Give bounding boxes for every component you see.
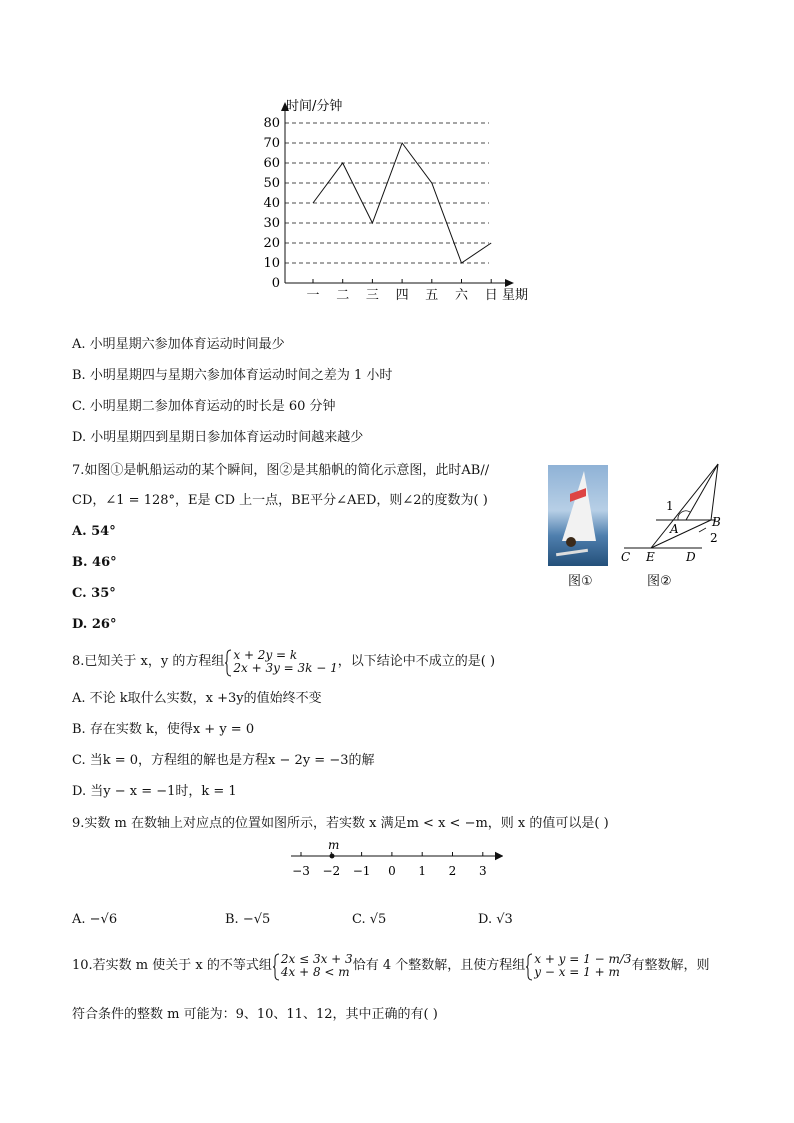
q10-ineq2: 4x + 8 < m (280, 964, 350, 979)
q8-option-b: B. 存在实数 k，使得x + y = 0 (72, 722, 255, 737)
q8-stem (72, 648, 495, 676)
y-tick-label: 80 (263, 116, 280, 131)
chart-axes (281, 102, 514, 287)
q9-option-a: A. −√6 (72, 912, 118, 927)
chart-grid (285, 123, 489, 263)
q8-option-a: A. 不论 k取什么实数，x +3y的值始终不变 (72, 691, 322, 706)
number-line-tick-label: −2 (322, 864, 341, 878)
point-b-label: B (712, 515, 721, 529)
x-tick-label: 五 (425, 288, 439, 303)
x-tick-label: 二 (336, 288, 350, 303)
q9-option-d: D. √3 (478, 912, 513, 927)
point-d-label: D (686, 550, 696, 564)
number-line-tick-label: 3 (478, 864, 487, 878)
number-line (285, 838, 510, 880)
point-e-label: E (646, 550, 655, 564)
number-line-tick-label: −1 (352, 864, 371, 878)
point-a-label: A (670, 522, 679, 536)
series-line (313, 143, 491, 263)
sail-diagram (618, 460, 728, 565)
number-line-tick-label: 2 (448, 864, 457, 878)
y-tick-label: 10 (263, 256, 280, 271)
q10-stem-line2: 符合条件的整数 m 可能为：9、10、11、12，其中正确的有( ) (72, 1007, 438, 1022)
windsurf-photo (548, 465, 608, 566)
angle1-label: 1 (666, 499, 674, 513)
q10-inequality-system (272, 953, 353, 979)
q7-stem-line2: CD，∠1 = 128°，E是 CD 上一点，BE平分∠AED，则∠2的度数为( ) (72, 493, 488, 508)
q10-stem (72, 952, 710, 980)
q7-option-d: D. 26° (72, 617, 117, 632)
q10-suffix: 有整数解，则 (631, 958, 710, 973)
x-tick-label: 六 (454, 288, 469, 303)
q8-option-d: D. 当y − x = −1时，k = 1 (72, 784, 237, 799)
line-chart (255, 92, 535, 304)
q6-option-b: B. 小明星期四与星期六参加体育运动时间之差为 1 小时 (72, 368, 393, 383)
y-tick-labels (263, 116, 280, 291)
point-c-label: C (621, 550, 631, 564)
q10-ineq1: 2x ≤ 3x + 3 (280, 951, 353, 966)
q7-option-a: A. 54° (72, 524, 116, 539)
q8-eq1: x + 2y = k (233, 647, 298, 662)
y-tick-label: 70 (263, 136, 280, 151)
q8-suffix: ，以下结论中不成立的是( ) (337, 654, 496, 669)
q8-prefix: 8.已知关于 x，y 的方程组 (72, 654, 225, 669)
x-tick-label: 三 (365, 288, 379, 303)
q10-equation-system (525, 953, 631, 979)
point-m (330, 854, 335, 859)
fig1-caption: 图① (568, 574, 593, 589)
x-tick-label: 日 (484, 288, 498, 303)
q10-middle: 恰有 4 个整数解，且使方程组 (352, 958, 526, 973)
q10-eq2: y − x = 1 + m (534, 964, 620, 979)
x-tick-label: 四 (395, 288, 409, 303)
y-tick-label: 50 (263, 176, 280, 191)
q8-option-c: C. 当k = 0，方程组的解也是方程x − 2y = −3的解 (72, 753, 375, 768)
fig2-caption: 图② (647, 574, 672, 589)
q8-equation-system (224, 649, 337, 675)
q9-option-c: C. √5 (352, 912, 387, 927)
point-m-label: m (328, 838, 340, 852)
q7-option-c: C. 35° (72, 586, 116, 601)
number-line-tick-label: 1 (418, 864, 427, 878)
x-axis-label: 星期 (502, 288, 529, 303)
q6-option-c: C. 小明星期二参加体育运动的时长是 60 分钟 (72, 399, 336, 414)
y-axis-label: 时间/分钟 (286, 99, 343, 114)
number-line-tick-label: 0 (388, 864, 396, 878)
y-tick-label: 60 (263, 156, 280, 171)
q9-option-b: B. −√5 (225, 912, 271, 927)
y-tick-label: 40 (263, 196, 280, 211)
x-tick-label: 一 (306, 288, 320, 303)
q8-eq2: 2x + 3y = 3k − 1 (233, 660, 338, 675)
y-tick-label: 20 (263, 236, 280, 251)
angle2-label: 2 (710, 531, 718, 545)
x-axis-arrow (505, 279, 514, 287)
q6-option-a: A. 小明星期六参加体育运动时间最少 (72, 337, 285, 352)
q7-option-b: B. 46° (72, 555, 117, 570)
y-tick-label: 30 (263, 216, 280, 231)
number-line-tick-label: −3 (292, 864, 310, 878)
y-tick-label: 0 (271, 276, 280, 291)
q7-stem-line1: 7.如图①是帆船运动的某个瞬间，图②是其船帆的简化示意图，此时AB// (72, 463, 490, 478)
q6-option-d: D. 小明星期四到星期日参加体育运动时间越来越少 (72, 430, 364, 445)
q10-prefix: 10.若实数 m 使关于 x 的不等式组 (72, 958, 272, 973)
q10-eq1: x + y = 1 − m/3 (534, 951, 632, 966)
q9-stem: 9.实数 m 在数轴上对应点的位置如图所示，若实数 x 满足m < x < −m，则 x 的值可以是( ) (72, 816, 609, 831)
